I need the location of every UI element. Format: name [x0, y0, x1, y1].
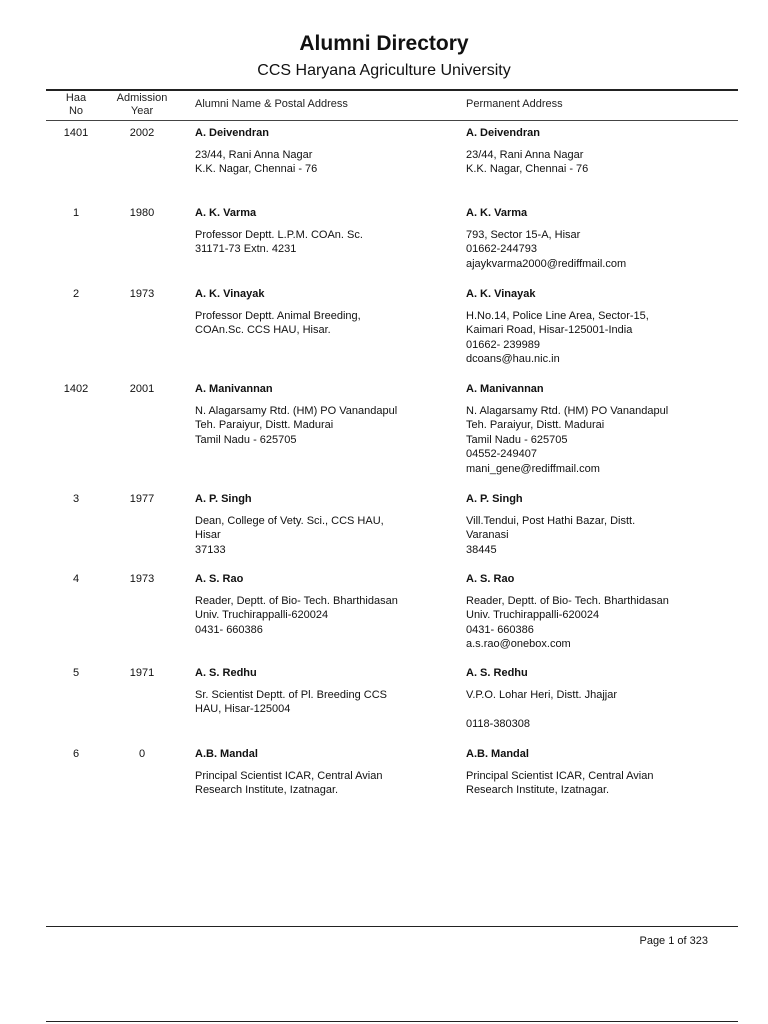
postal-address-block	[195, 287, 455, 338]
permanent-address-line: 01662- 239989	[466, 338, 541, 351]
permanent-address-line: Univ. Truchirappalli-620024	[466, 609, 600, 621]
postal-address-line: 37133	[195, 543, 226, 556]
permanent-address-line: dcoans@hau.nic.in	[466, 353, 560, 365]
alumni-name: A. Deivendran	[195, 127, 269, 139]
postal-address-block	[195, 747, 455, 798]
permanent-address-line: 0431- 660386	[466, 623, 534, 636]
col-header-haa-no	[46, 92, 106, 118]
permanent-address-line: V.P.O. Lohar Heri, Distt. Jhajjar	[466, 688, 618, 701]
permanent-address-block	[466, 382, 756, 476]
postal-address-block	[195, 492, 455, 557]
postal-address-line: COAn.Sc. CCS HAU, Hisar.	[195, 324, 331, 336]
page-number: Page 1 of 323	[639, 935, 708, 947]
admission-year: 1973	[129, 288, 155, 300]
col-header-admission-year	[110, 92, 174, 118]
permanent-address-line: Research Institute, Izatnagar.	[466, 784, 610, 796]
postal-address-line: Professor Deptt. L.P.M. COAn. Sc.	[195, 228, 363, 241]
footer-rule	[46, 926, 738, 927]
admission-year: 1977	[129, 493, 155, 505]
postal-address-block	[195, 382, 455, 447]
alumni-name: A. S. Redhu	[195, 667, 257, 679]
permanent-address-block	[466, 572, 756, 652]
alumni-name-permanent: A. Manivannan	[466, 383, 544, 395]
permanent-address-line: ajaykvarma2000@rediffmail.com	[466, 257, 627, 270]
haa-no: 4	[72, 573, 80, 585]
col-header-haa-no-line2: No	[68, 105, 84, 117]
alumni-name-permanent: A. S. Redhu	[466, 667, 528, 679]
permanent-address-line: mani_gene@rediffmail.com	[466, 462, 600, 475]
haa-no: 2	[72, 288, 80, 300]
admission-year: 2002	[129, 127, 155, 139]
postal-address-block	[195, 126, 455, 177]
haa-no: 6	[72, 748, 80, 760]
page-title: Alumni Directory	[299, 32, 469, 55]
permanent-address-line: Reader, Deptt. of Bio- Tech. Bharthidasan	[466, 594, 669, 607]
postal-address-line: Dean, College of Vety. Sci., CCS HAU,	[195, 514, 384, 527]
bottom-edge-rule	[46, 1021, 738, 1022]
admission-year: 2001	[129, 383, 155, 395]
admission-year: 0	[138, 748, 146, 760]
postal-address-line: 23/44, Rani Anna Nagar	[195, 148, 313, 161]
permanent-address-line: 793, Sector 15-A, Hisar	[466, 228, 581, 241]
postal-address-line: Sr. Scientist Deptt. of Pl. Breeding CCS	[195, 688, 387, 701]
permanent-address-line: 38445	[466, 543, 497, 556]
alumni-name: A. S. Rao	[195, 573, 244, 585]
permanent-address-block	[466, 747, 756, 798]
postal-address-line: 0431- 660386	[195, 623, 263, 636]
postal-address-line: Tamil Nadu - 625705	[195, 433, 297, 446]
admission-year: 1980	[129, 207, 155, 219]
postal-address-block	[195, 572, 455, 637]
col-header-year-line1: Admission	[116, 92, 168, 104]
permanent-address-line: Kaimari Road, Hisar-125001-India	[466, 324, 633, 336]
header-top-rule	[46, 89, 738, 91]
permanent-address-line: N. Alagarsamy Rtd. (HM) PO Vanandapul	[466, 404, 669, 417]
alumni-name-permanent: A. K. Varma	[466, 207, 528, 219]
postal-address-line: Reader, Deptt. of Bio- Tech. Bharthidasan	[195, 594, 398, 607]
haa-no: 1402	[63, 383, 89, 395]
postal-address-line: Research Institute, Izatnagar.	[195, 784, 339, 796]
permanent-address-line	[466, 702, 756, 717]
permanent-address-line: Principal Scientist ICAR, Central Avian	[466, 769, 654, 782]
permanent-address-line: Varanasi	[466, 529, 509, 541]
haa-no: 1	[72, 207, 80, 219]
postal-address-line: N. Alagarsamy Rtd. (HM) PO Vanandapul	[195, 404, 398, 417]
alumni-name-permanent: A. P. Singh	[466, 493, 523, 505]
permanent-address-line: 04552-249407	[466, 448, 537, 460]
postal-address-line: K.K. Nagar, Chennai - 76	[195, 163, 318, 175]
postal-address-line: Univ. Truchirappalli-620024	[195, 609, 329, 621]
alumni-name: A. K. Varma	[195, 207, 257, 219]
postal-address-line: Hisar	[195, 529, 221, 541]
postal-address-line: Teh. Paraiyur, Distt. Madurai	[195, 419, 334, 431]
permanent-address-line: H.No.14, Police Line Area, Sector-15,	[466, 309, 649, 322]
postal-address-block	[195, 206, 455, 257]
header-bottom-rule	[46, 120, 738, 121]
col-header-permanent: Permanent Address	[466, 98, 563, 110]
alumni-name-permanent: A. S. Rao	[466, 573, 515, 585]
permanent-address-line: a.s.rao@onebox.com	[466, 638, 571, 650]
postal-address-line: Principal Scientist ICAR, Central Avian	[195, 769, 383, 782]
permanent-address-line: Teh. Paraiyur, Distt. Madurai	[466, 419, 605, 431]
col-header-haa-no-line1: Haa	[65, 92, 87, 104]
haa-no: 1401	[63, 127, 89, 139]
alumni-name: A. K. Vinayak	[195, 288, 265, 300]
postal-address-block	[195, 666, 455, 717]
permanent-address-block	[466, 666, 756, 731]
postal-address-line: 31171-73 Extn. 4231	[195, 243, 297, 255]
permanent-address-line: 0118-380308	[466, 717, 531, 730]
alumni-name-permanent: A. Deivendran	[466, 127, 540, 139]
col-header-name-postal: Alumni Name & Postal Address	[195, 98, 348, 110]
alumni-name-permanent: A.B. Mandal	[466, 748, 529, 760]
page-subtitle: CCS Haryana Agriculture University	[257, 62, 511, 79]
alumni-name-permanent: A. K. Vinayak	[466, 288, 536, 300]
haa-no: 5	[72, 667, 80, 679]
alumni-name: A.B. Mandal	[195, 748, 258, 760]
postal-address-line: Professor Deptt. Animal Breeding,	[195, 309, 361, 322]
permanent-address-line: Tamil Nadu - 625705	[466, 433, 568, 446]
permanent-address-line: 23/44, Rani Anna Nagar	[466, 148, 584, 161]
permanent-address-block	[466, 287, 756, 367]
permanent-address-line: 01662-244793	[466, 243, 537, 255]
alumni-name: A. P. Singh	[195, 493, 252, 505]
permanent-address-block	[466, 492, 756, 557]
permanent-address-line: K.K. Nagar, Chennai - 76	[466, 163, 589, 175]
postal-address-line: HAU, Hisar-125004	[195, 703, 291, 715]
permanent-address-block	[466, 126, 756, 177]
admission-year: 1973	[129, 573, 155, 585]
haa-no: 3	[72, 493, 80, 505]
col-header-year-line2: Year	[130, 105, 154, 117]
permanent-address-block	[466, 206, 756, 271]
alumni-name: A. Manivannan	[195, 383, 273, 395]
admission-year: 1971	[129, 667, 155, 679]
permanent-address-line: Vill.Tendui, Post Hathi Bazar, Distt.	[466, 514, 636, 527]
